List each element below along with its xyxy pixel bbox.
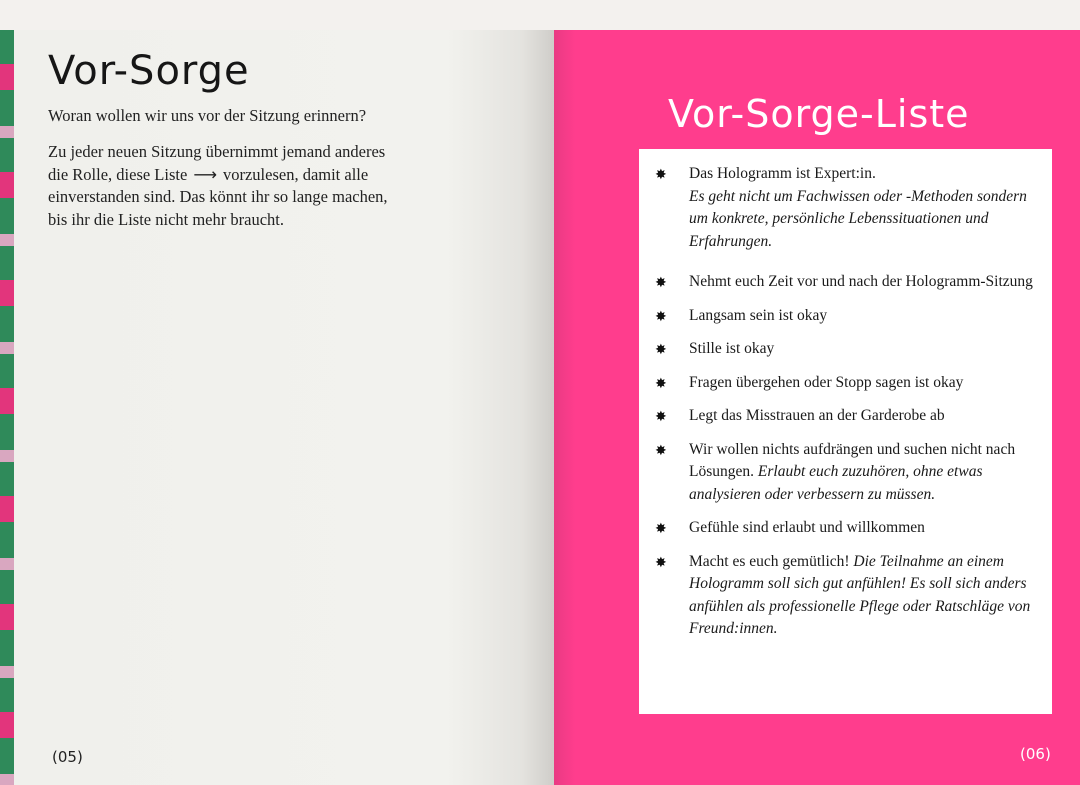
list-item xyxy=(639,338,1052,361)
list-item-text: Langsam sein ist okay xyxy=(689,306,828,324)
star-bullet-icon: ✸ xyxy=(655,554,667,571)
list-item xyxy=(639,439,1052,507)
list-item xyxy=(639,551,1052,641)
page-number-left: (05) xyxy=(52,748,83,766)
page-number-right: (06) xyxy=(1020,745,1051,763)
list-item-text: Gefühle sind erlaubt und willkommen xyxy=(689,519,925,536)
star-bullet-icon: ✸ xyxy=(655,442,667,459)
list-item xyxy=(639,517,1052,540)
list-item xyxy=(639,372,1052,395)
left-page-title: Vor-Sorge xyxy=(48,48,250,94)
left-page-question: Woran wollen wir uns vor der Sitzung erinnern? xyxy=(48,106,367,125)
right-arrow-icon: ⟶ xyxy=(193,164,217,184)
star-bullet-icon: ✸ xyxy=(655,409,667,425)
paragraph-text-part2: vorzulesen, damit alle einverstanden sind. Das könnt ihr so lange machen, bis ihr die Liste nicht mehr braucht. xyxy=(48,164,388,229)
star-bullet-icon: ✸ xyxy=(655,308,667,325)
list-item xyxy=(639,305,1052,328)
star-bullet-icon: ✸ xyxy=(655,375,667,392)
right-page xyxy=(554,30,1080,785)
list-item-italic-text: Die Teilnahme an einem Hologramm soll sich gut anfühlen! Es soll sich anders anfühlen als professionelle Pflege oder Ratschläge von Freund:innen. xyxy=(689,552,1031,637)
checklist-box xyxy=(639,149,1052,714)
star-bullet-icon: ✸ xyxy=(655,521,667,537)
list-item-text: Nehmt euch Zeit vor und nach der Hologramm-Sitzung xyxy=(689,273,1033,290)
list-item-text: Das Hologramm ist Expert:in. xyxy=(689,165,876,182)
list-item-text: Stille ist okay xyxy=(689,340,775,357)
star-bullet-icon: ✸ xyxy=(655,342,667,358)
star-bullet-icon: ✸ xyxy=(655,167,667,183)
list-item-italic-text: Es geht nicht um Fachwissen oder -Methoden sondern um konkrete, persönliche Lebenssituationen und Erfahrungen. xyxy=(689,187,1027,250)
left-page-paragraph xyxy=(48,141,398,231)
star-bullet-icon: ✸ xyxy=(655,275,667,291)
right-page-title: Vor-Sorge-Liste xyxy=(668,92,970,136)
list-item-text: Macht es euch gemütlich! xyxy=(689,552,850,570)
list-item xyxy=(639,163,1052,253)
paragraph-text-part1: Zu jeder neuen Sitzung übernimmt jemand anderes die Rolle, diese Liste xyxy=(48,142,386,184)
list-item-text: Fragen übergehen oder Stopp sagen ist okay xyxy=(689,373,964,391)
list-item-italic-text: Erlaubt euch zuzuhören, ohne etwas analysieren oder verbessern zu müssen. xyxy=(689,463,983,503)
list-item-text: Wir wollen nichts aufdrängen und suchen nicht nach Lösungen. xyxy=(689,440,1016,480)
list-item xyxy=(639,271,1052,294)
left-page xyxy=(14,30,554,785)
cover-edge-strip xyxy=(0,30,14,785)
list-item-text: Legt das Misstrauen an der Garderobe ab xyxy=(689,407,945,424)
checklist xyxy=(639,163,1052,641)
list-item xyxy=(639,405,1052,428)
